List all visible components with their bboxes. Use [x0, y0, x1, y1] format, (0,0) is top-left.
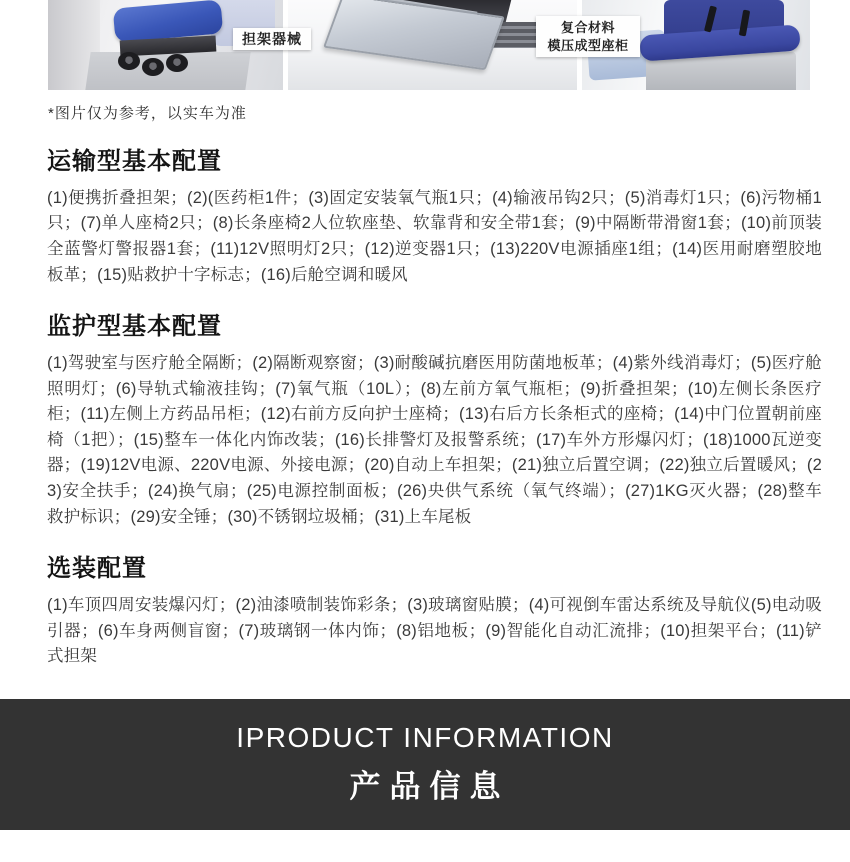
section-body-optional-config: (1)车顶四周安装爆闪灯；(2)油漆喷制装饰彩条；(3)玻璃窗贴膜；(4)可视倒车雷达系统及导航仪(5)电动吸引器；(6)车身两侧盲窗；(7)玻璃钢一体内饰；(8)铝地板；(9)智能化自动汇流排；(10)担架平台；(11)铲式担架	[47, 595, 822, 666]
section-body-monitoring-config: (1)驾驶室与医疗舱全隔断；(2)隔断观察窗；(3)耐酸碱抗磨医用防菌地板革；(4)紫外线消毒灯；(5)医疗舱照明灯；(6)导轨式输液挂钩；(7)氧气瓶（10L）；(8)左前方氧气瓶柜；(9)折叠担架；(10)左侧长条医疗柜；(11)左侧上方药品吊柜；(12)右前方反向护士座椅；(13)右后方长条柜式的座椅；(14)中门位置朝前座椅（1把）；(15)整车一体化内饰改装；(16)长排警灯及报警系统；(17)车外方形爆闪灯；(18)1000瓦逆变器；(19)12V电源、220V电源、外接电源；(20)自动上车担架；(21)独立后置空调；(22)独立后置暖风；(23)安全扶手；(24)换气扇；(25)电源控制面板；(26)央供气系统（氧气终端）；(27)1KG灭火器；(28)整车救护标识；(29)安全锤；(30)不锈钢垃圾桶；(31)上车尾板	[47, 353, 822, 526]
photo-gallery	[48, 0, 810, 90]
stretcher-wheel-shape	[118, 52, 140, 70]
photo-caption-composite-line1: 复合材料	[560, 20, 615, 35]
stretcher-wheel-shape	[142, 58, 164, 76]
banner-title-chinese: 产品信息	[349, 769, 510, 805]
product-information-banner	[0, 699, 850, 830]
image-disclaimer-note: *图片仅为参考，以实车为准	[48, 105, 247, 122]
section-heading-monitoring-config: 监护型基本配置	[47, 313, 222, 341]
section-heading-transport-config: 运输型基本配置	[47, 148, 222, 175]
stretcher-wheel-shape	[166, 54, 188, 72]
photo-caption-stretcher: 担架器械	[233, 28, 311, 50]
banner-title-english: IPRODUCT INFORMATION	[236, 722, 614, 754]
photo-caption-composite-line2: 模压成型座柜	[547, 37, 629, 53]
photo-molded-seat-cabinet	[288, 0, 577, 90]
photo-caption-composite	[536, 16, 640, 57]
section-heading-optional-config: 选装配置	[47, 555, 147, 583]
section-body-transport-config: (1)便携折叠担架；(2)(医药柜1件；(3)固定安装氧气瓶1只；(4)输液吊钩2只；(5)消毒灯1只；(6)污物桶1只；(7)单人座椅2只；(8)长条座椅2人位软座垫、软靠背和安全带1套；(9)中隔断带滑窗1套；(10)前顶装全蓝警灯警报器1套；(11)12V照明灯2只；(12)逆变器1只；(13)220V电源插座1组；(14)医用耐磨塑胶地板革；(15)贴救护十字标志；(16)后舱空调和暖风	[47, 188, 822, 284]
configuration-sections	[47, 148, 822, 670]
